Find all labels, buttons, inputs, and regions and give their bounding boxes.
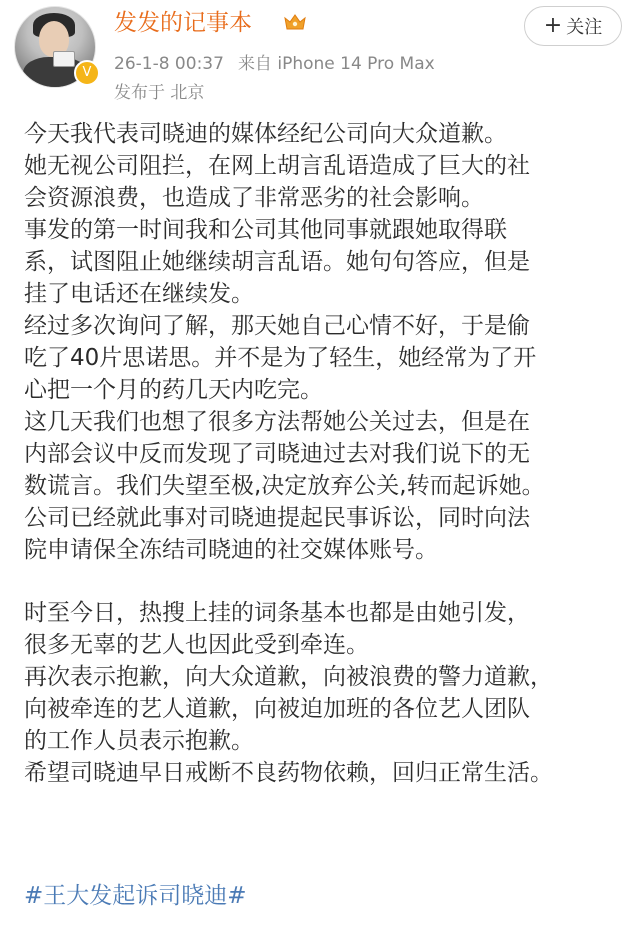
post-line: 数谎言。我们失望至极,决定放弃公关,转而起诉她。 [24, 473, 545, 499]
follow-button-label: 关注 [566, 17, 603, 38]
avatar-card [53, 51, 75, 67]
username[interactable]: 发发的记事本 [114, 10, 252, 36]
post-line: 今天我代表司晓迪的媒体经纪公司向大众道歉。 [24, 121, 507, 147]
avatar[interactable] [14, 6, 98, 90]
post-line: 这几天我们也想了很多方法帮她公关过去，但是在 [24, 409, 530, 435]
post-line: 院申请保全冻结司晓迪的社交媒体账号。 [24, 537, 438, 563]
paragraph-gap [24, 566, 624, 597]
post-line: 吃了40片思诺思。并不是为了轻生，她经常为了开 [24, 345, 537, 371]
post-line: 挂了电话还在继续发。 [24, 281, 254, 307]
post-location: 发布于 北京 [114, 83, 205, 103]
post-line: 公司已经就此事对司晓迪提起民事诉讼，同时向法 [24, 505, 530, 531]
post-line: 希望司晓迪早日戒断不良药物依赖，回归正常生活。 [24, 760, 553, 786]
post-line: 心把一个月的药几天内吃完。 [24, 377, 323, 403]
verified-v-icon: V [74, 60, 100, 86]
follow-button[interactable] [524, 6, 622, 46]
post-line: 的工作人员表示抱歉。 [24, 728, 254, 754]
post-source: 来自 iPhone 14 Pro Max [237, 54, 435, 74]
post-line: 会资源浪费，也造成了非常恶劣的社会影响。 [24, 185, 484, 211]
post-header [0, 0, 640, 112]
hashtag-link[interactable]: #王大发起诉司晓迪# [24, 883, 247, 909]
post-content [24, 118, 624, 789]
plus-icon: + [543, 13, 563, 38]
post-line: 再次表示抱歉，向大众道歉，向被浪费的警力道歉， [24, 664, 553, 690]
post-line: 经过多次询问了解，那天她自己心情不好，于是偷 [24, 313, 530, 339]
post-line: 内部会议中反而发现了司晓迪过去对我们说下的无 [24, 441, 530, 467]
crown-badge-icon [283, 12, 307, 32]
post-line: 时至今日，热搜上挂的词条基本也都是由她引发， [24, 600, 530, 626]
post-meta [114, 49, 435, 74]
post-line: 向被牵连的艺人道歉，向被迫加班的各位艺人团队 [24, 696, 530, 722]
post-line: 她无视公司阻拦，在网上胡言乱语造成了巨大的社 [24, 153, 530, 179]
post-timestamp: 26-1-8 00:37 [114, 54, 224, 74]
post-line: 很多无辜的艺人也因此受到牵连。 [24, 632, 369, 658]
post-line: 事发的第一时间我和公司其他同事就跟她取得联 [24, 217, 507, 243]
post-line: 系，试图阻止她继续胡言乱语。她句句答应，但是 [24, 249, 530, 275]
